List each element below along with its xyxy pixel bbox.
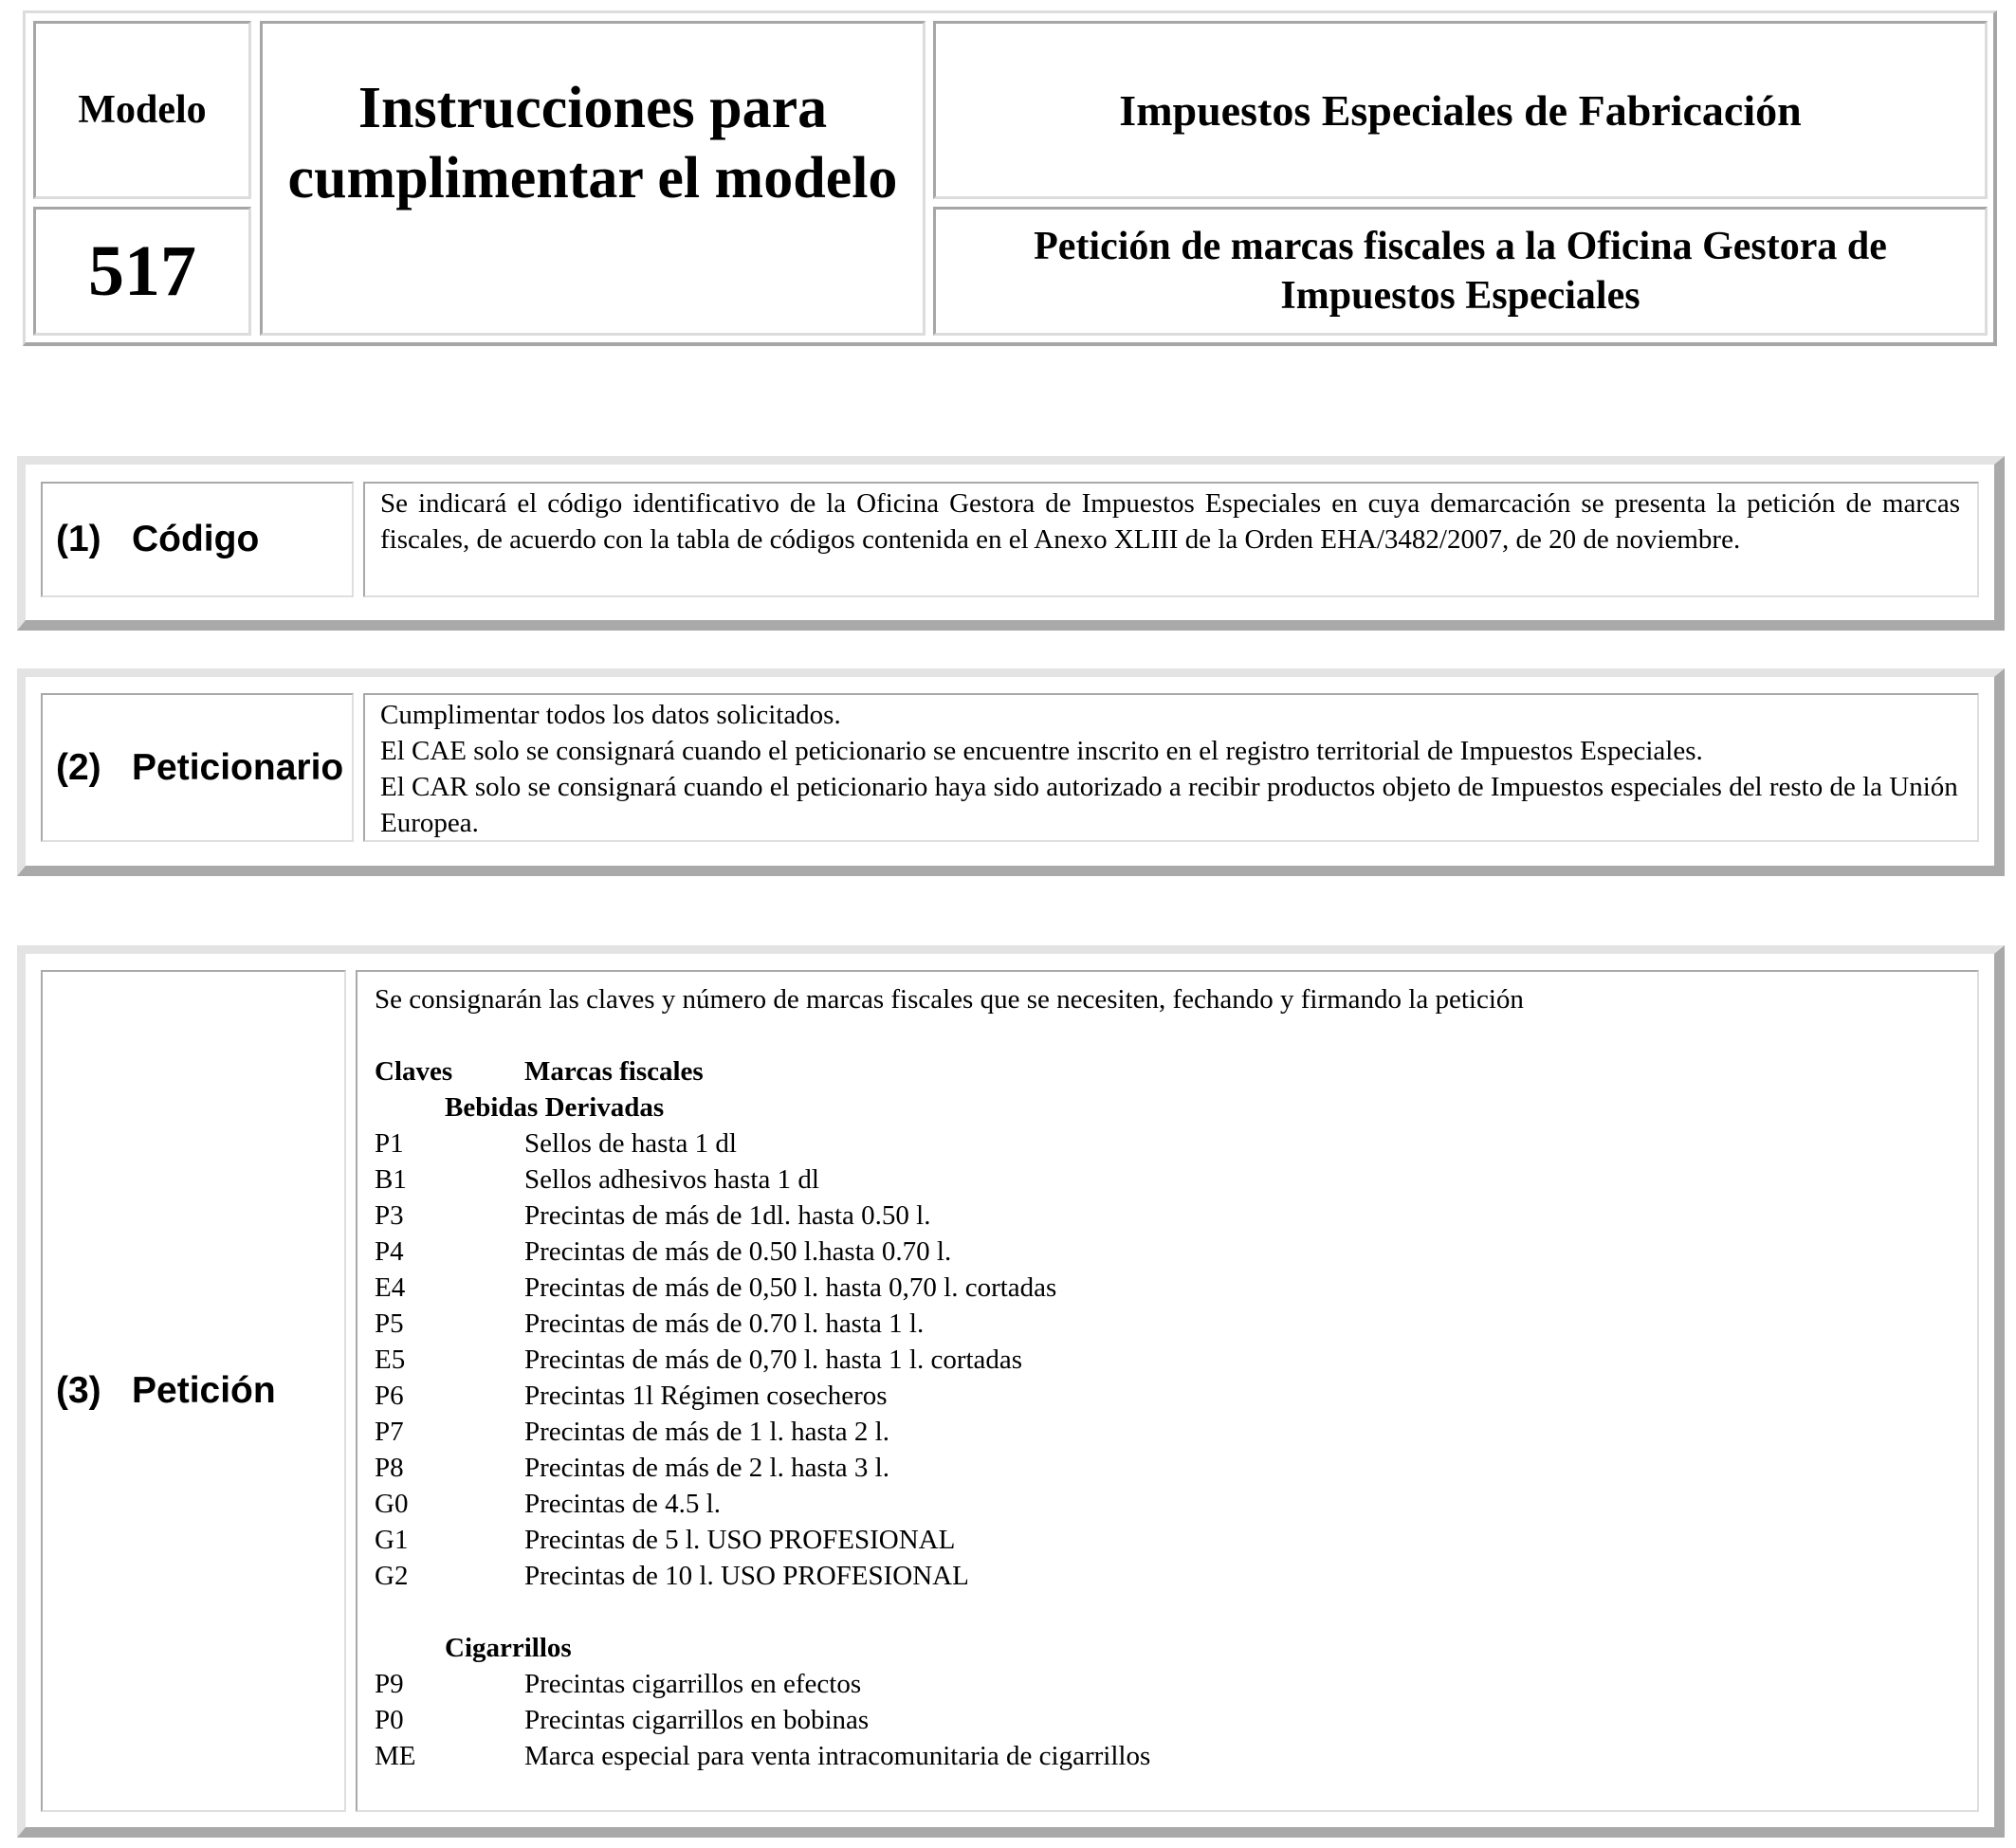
section-number: (1) [56,519,101,559]
paragraph: El CAR solo se consignará cuando el peticionario haya sido autorizado a recibir productos objeto de Impuestos especiales del resto de la Unión Europea. [380,772,1958,838]
group-title-cigarrillos: Cigarrillos [445,1633,572,1663]
list-item [375,1486,1964,1522]
section-peticion [17,945,2005,1838]
item-code: G0 [375,1489,409,1519]
section-number: (2) [56,746,101,788]
item-description: Precintas de más de 0.70 l. hasta 1 l. [524,1308,925,1339]
item-code: ME [375,1741,416,1771]
group-bebidas-list [375,1125,1964,1594]
item-code: P7 [375,1417,404,1447]
item-description: Precintas de más de 1dl. hasta 0.50 l. [524,1200,931,1231]
item-description: Marca especial para venta intracomunitaria de cigarrillos [524,1741,1151,1771]
section-title: Código [132,519,260,559]
list-item [375,1162,1964,1198]
list-item [375,1738,1964,1774]
item-description: Precintas 1l Régimen cosecheros [524,1381,888,1411]
modelo-number: 517 [33,207,251,336]
item-code: P9 [375,1669,404,1699]
list-item [375,1558,1964,1594]
section-content: Se indicará el código identificativo de la Oficina Gestora de Impuestos Especiales en cuya demarcación se presenta la petición de marcas fiscales, de acuerdo con la tabla de códigos contenida en el Anexo XLIII de la Orden EHA/3482/2007, de 20 de noviembre. [363,482,1979,597]
column-headers [375,1053,1964,1089]
item-description: Precintas de más de 2 l. hasta 3 l. [524,1453,889,1483]
item-description: Precintas de 5 l. USO PROFESIONAL [524,1525,956,1555]
section-label [41,693,354,842]
group-title-bebidas: Bebidas Derivadas [445,1092,665,1123]
document-subject: Petición de marcas fiscales a la Oficina Gestora de Impuestos Especiales [933,207,1988,336]
section-content [363,693,1979,842]
list-item [375,1666,1964,1702]
item-description: Precintas de 4.5 l. [524,1489,721,1519]
col-marcas: Marcas fiscales [524,1056,704,1087]
list-item [375,1702,1964,1738]
paragraph: El CAE solo se consignará cuando el peticionario se encuentre inscrito en el registro territorial de Impuestos Especiales. [380,736,1703,766]
item-description: Precintas cigarrillos en efectos [524,1669,862,1699]
list-item [375,1198,1964,1234]
list-item [375,1450,1964,1486]
item-code: P6 [375,1381,404,1411]
item-description: Precintas de 10 l. USO PROFESIONAL [524,1561,969,1591]
item-code: E4 [375,1272,406,1303]
item-description: Precintas de más de 0,50 l. hasta 0,70 l. cortadas [524,1272,1057,1303]
item-code: E5 [375,1345,406,1375]
item-description: Sellos adhesivos hasta 1 dl [524,1164,819,1195]
item-code: G2 [375,1561,409,1591]
section-content [356,970,1979,1812]
group-cigarrillos-list [375,1666,1964,1774]
section-codigo [17,456,2005,631]
tax-name: Impuestos Especiales de Fabricación [933,21,1988,199]
list-item [375,1342,1964,1378]
list-item [375,1378,1964,1414]
list-item [375,1306,1964,1342]
item-code: P0 [375,1705,404,1735]
section-title: Petición [132,1370,276,1411]
list-item [375,1270,1964,1306]
item-description: Precintas de más de 0,70 l. hasta 1 l. cortadas [524,1345,1023,1375]
item-code: P8 [375,1453,404,1483]
list-item [375,1234,1964,1270]
section-label [41,482,354,597]
list-item [375,1522,1964,1558]
item-code: P5 [375,1308,404,1339]
item-description: Precintas de más de 0.50 l.hasta 0.70 l. [524,1236,952,1267]
paragraph: Cumplimentar todos los datos solicitados. [380,700,841,730]
header-table [23,10,1997,346]
section-number: (3) [56,1370,101,1411]
item-code: P4 [375,1236,404,1267]
item-description: Precintas cigarrillos en bobinas [524,1705,870,1735]
section-label [41,970,346,1812]
modelo-label: Modelo [33,21,251,199]
document-title: Instrucciones para cumplimentar el modelo [260,21,926,336]
item-code: P1 [375,1128,404,1159]
list-item [375,1414,1964,1450]
list-item [375,1125,1964,1162]
item-description: Precintas de más de 1 l. hasta 2 l. [524,1417,889,1447]
intro-text: Se consignarán las claves y número de marcas fiscales que se necesiten, fechando y firmando la petición [375,984,1524,1015]
item-code: P3 [375,1200,404,1231]
item-code: B1 [375,1164,407,1195]
item-description: Sellos de hasta 1 dl [524,1128,737,1159]
col-claves: Claves [375,1056,453,1087]
item-code: G1 [375,1525,409,1555]
section-peticionario [17,668,2005,876]
section-title: Peticionario [132,746,344,788]
